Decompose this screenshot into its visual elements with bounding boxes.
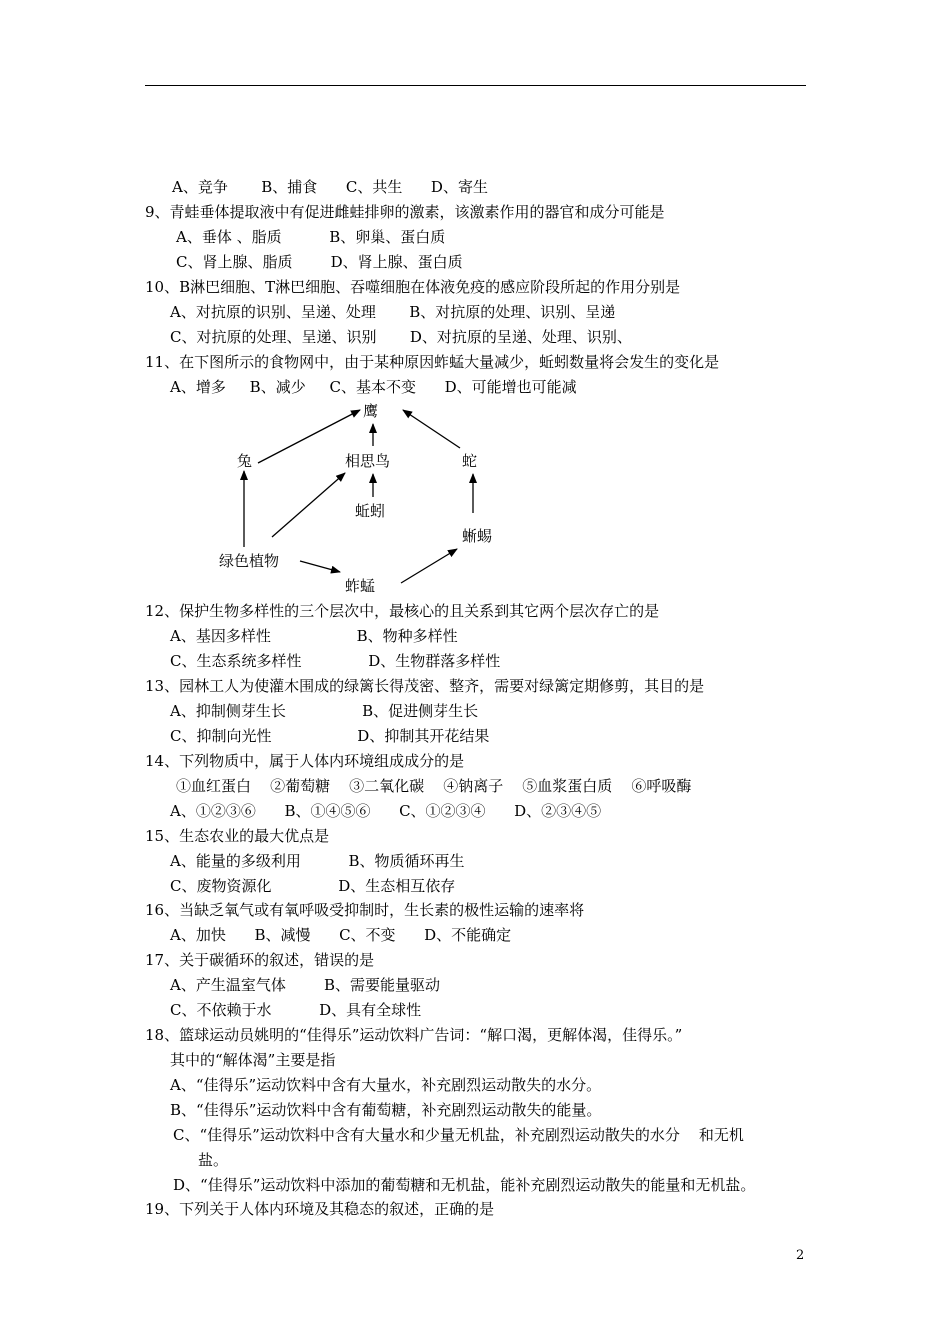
q16-stem: 16、当缺乏氧气或有氧呼吸受抑制时，生长素的极性运输的速率将	[145, 901, 585, 919]
q16-options: A、加快 B、减慢 C、不变 D、不能确定	[170, 926, 512, 944]
q17-stem: 17、关于碳循环的叙述，错误的是	[145, 951, 375, 969]
q18-option-c-cont: 盐。	[198, 1151, 229, 1169]
q14-stem: 14、下列物质中，属于人体内环境组成成分的是	[145, 752, 465, 770]
node-rabbit: 兔	[237, 452, 253, 470]
q14-options: A、①②③⑥ B、①④⑤⑥ C、①②③④ D、②③④⑤	[170, 802, 602, 820]
q10-stem: 10、B淋巴细胞、T淋巴细胞、吞噬细胞在体液免疫的感应阶段所起的作用分别是	[145, 278, 681, 296]
q17-options-cd: C、不依赖于水 D、具有全球性	[170, 1001, 422, 1019]
q10-options-ab: A、对抗原的识别、呈递、处理 B、对抗原的处理、识别、呈递	[170, 303, 616, 321]
arrow-grasshopper-lizard	[401, 549, 457, 583]
node-lizard: 蜥蜴	[462, 527, 493, 545]
q15-options-cd: C、废物资源化 D、生态相互依存	[170, 877, 456, 895]
q12-options-ab: A、基因多样性 B、物种多样性	[170, 627, 458, 645]
q13-stem: 13、园林工人为使灌木围成的绿篱长得茂密、整齐，需要对绿篱定期修剪，其目的是	[145, 677, 705, 695]
q14-items: ①血红蛋白 ②葡萄糖 ③二氧化碳 ④钠离子 ⑤血浆蛋白质 ⑥呼吸酶	[176, 777, 692, 795]
node-hawk: 鹰	[363, 402, 379, 420]
q18-option-d: D、“佳得乐”运动饮料中添加的葡萄糖和无机盐，能补充剧烈运动散失的能量和无机盐。	[173, 1176, 756, 1194]
node-plant: 绿色植物	[219, 552, 280, 570]
q17-options-ab: A、产生温室气体 B、需要能量驱动	[170, 976, 441, 994]
q19-stem: 19、下列关于人体内环境及其稳态的叙述，正确的是	[145, 1200, 495, 1218]
q11-options: A、增多 B、减少 C、基本不变 D、可能增也可能减	[170, 378, 577, 396]
q18-option-b: B、“佳得乐”运动饮料中含有葡萄糖，补充剧烈运动散失的能量。	[170, 1101, 602, 1119]
q9-options-cd: C、肾上腺、脂质 D、肾上腺、蛋白质	[176, 253, 463, 271]
q12-options-cd: C、生态系统多样性 D、生物群落多样性	[170, 652, 501, 670]
node-bird: 相思鸟	[345, 452, 391, 470]
arrow-snake-hawk	[403, 410, 460, 448]
q18-option-c: C、“佳得乐”运动饮料中含有大量水和少量无机盐，补充剧烈运动散失的水分 和无机	[173, 1126, 744, 1144]
page-number: 2	[796, 1248, 805, 1263]
q10-options-cd: C、对抗原的处理、呈递、识别 D、对抗原的呈递、处理、识别、	[170, 328, 632, 346]
q9-stem: 9、青蛙垂体提取液中有促进雌蛙排卵的激素，该激素作用的器官和成分可能是	[145, 203, 665, 221]
node-snake: 蛇	[462, 452, 478, 470]
q18-stem: 18、篮球运动员姚明的“佳得乐”运动饮料广告词：“解口渴，更解体渴，佳得乐。”	[145, 1026, 683, 1044]
q15-options-ab: A、能量的多级利用 B、物质循环再生	[170, 852, 465, 870]
q13-options-cd: C、抑制向光性 D、抑制其开花结果	[170, 727, 490, 745]
q13-options-ab: A、抑制侧芽生长 B、促进侧芽生长	[170, 702, 479, 720]
q8-options: A、竞争 B、捕食 C、共生 D、寄生	[172, 178, 488, 196]
q15-stem: 15、生态农业的最大优点是	[145, 827, 330, 845]
q12-stem: 12、保护生物多样性的三个层次中，最核心的且关系到其它两个层次存亡的是	[145, 602, 660, 620]
q9-options-ab: A、垂体 、脂质 B、卵巢、蛋白质	[176, 228, 446, 246]
node-grasshopper: 蚱蜢	[345, 577, 376, 595]
arrow-plant-bird	[272, 473, 345, 537]
q18-stem-cont: 其中的“解体渴”主要是指	[170, 1051, 336, 1069]
arrow-plant-grasshopper	[300, 561, 340, 572]
q11-stem: 11、在下图所示的食物网中，由于某种原因蚱蜢大量减少，蚯蚓数量将会发生的变化是	[145, 353, 720, 371]
q18-option-a: A、“佳得乐”运动饮料中含有大量水，补充剧烈运动散失的水分。	[170, 1076, 602, 1094]
node-earthworm: 蚯蚓	[355, 502, 386, 520]
